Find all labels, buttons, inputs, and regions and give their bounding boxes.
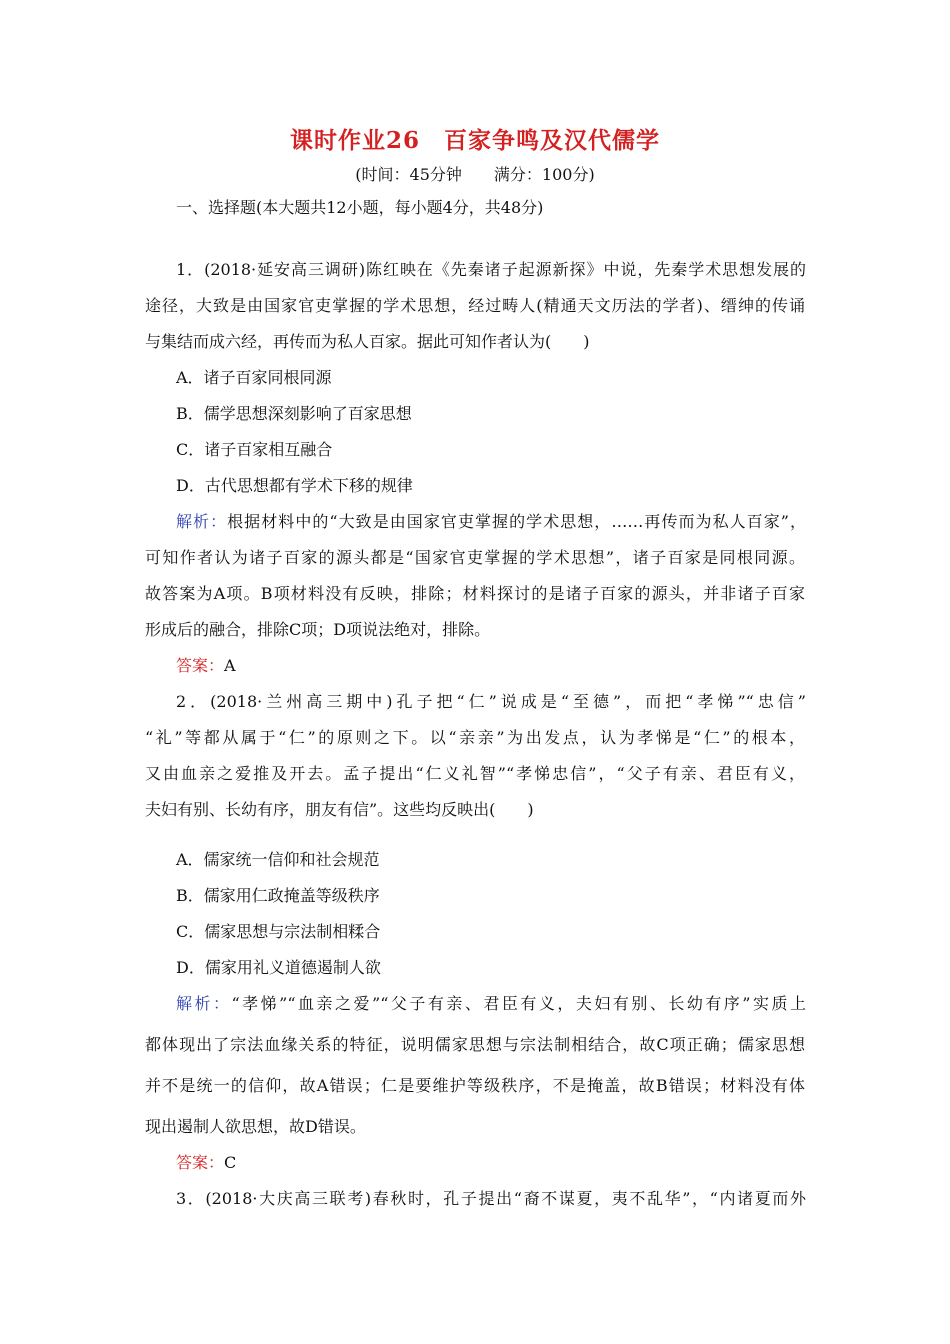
q2-analysis-line-4: 现出遏制人欲思想，故D错误。 bbox=[145, 1117, 366, 1136]
q2-option-d: D．儒家用礼义道德遏制人欲 bbox=[176, 958, 381, 977]
q2-option-a: A．儒家统一信仰和社会规范 bbox=[176, 850, 380, 869]
q2-analysis-line-2: 都体现出了宗法血缘关系的特征，说明儒家思想与宗法制相结合，故C项正确；儒家思想 bbox=[145, 1035, 805, 1054]
q1-analysis-line-4: 形成后的融合，排除C项；D项说法绝对，排除。 bbox=[145, 620, 491, 639]
q1-option-b: B．儒学思想深刻影响了百家思想 bbox=[176, 404, 412, 423]
q2-stem-line-2: “礼”等都从属于“仁”的原则之下。以“亲亲”为出发点，认为孝悌是“仁”的根本， bbox=[145, 728, 805, 747]
q1-option-a: A．诸子百家同根同源 bbox=[176, 368, 332, 387]
q1-analysis-line-1 bbox=[176, 511, 806, 533]
q1-analysis-line-2: 可知作者认为诸子百家的源头都是“国家官吏掌握的学术思想”，诸子百家是同根同源。 bbox=[145, 548, 805, 567]
q2-answer-value: C bbox=[224, 1153, 237, 1172]
q1-analysis-label: 解析： bbox=[176, 512, 228, 531]
q1-stem-line-3: 与集结而成六经，再传而为私人百家。据此可知作者认为( ) bbox=[145, 332, 590, 351]
q1-option-d: D．古代思想都有学术下移的规律 bbox=[176, 476, 413, 495]
q1-analysis-text-1: 根据材料中的“大致是由国家官吏掌握的学术思想，……再传而为私人百家”， bbox=[227, 512, 806, 531]
q1-analysis-line-3: 故答案为A项。B项材料没有反映，排除；材料探讨的是诸子百家的源头，并非诸子百家 bbox=[145, 584, 805, 603]
page-subtitle: (时间：45分钟 满分：100分) bbox=[355, 165, 595, 184]
page-title: 课时作业26 百家争鸣及汉代儒学 bbox=[289, 127, 660, 154]
q2-stem-line-4: 夫妇有别、长幼有序，朋友有信”。这些均反映出( ) bbox=[145, 800, 534, 819]
q1-answer-value: A bbox=[224, 656, 236, 675]
q1-option-c: C．诸子百家相互融合 bbox=[176, 440, 333, 459]
q2-analysis-line-1 bbox=[176, 993, 806, 1015]
q2-analysis-text-1: “孝悌”“血亲之爱”“父子有亲、君臣有义，夫妇有别、长幼有序”实质上 bbox=[231, 994, 806, 1013]
q1-answer-label: 答案： bbox=[176, 656, 225, 675]
q2-stem-line-3: 又由血亲之爱推及开去。孟子提出“仁义礼智”“孝悌忠信”，“父子有亲、君臣有义， bbox=[145, 764, 805, 783]
q2-analysis-label: 解析： bbox=[176, 994, 232, 1013]
q2-option-b: B．儒家用仁政掩盖等级秩序 bbox=[176, 886, 380, 905]
q2-answer-label: 答案： bbox=[176, 1153, 225, 1172]
q1-answer bbox=[176, 655, 806, 677]
section-heading: 一、选择题(本大题共12小题，每小题4分，共48分) bbox=[176, 198, 544, 217]
q2-answer bbox=[176, 1152, 806, 1174]
q1-stem-line-1: 1．(2018·延安高三调研)陈红映在《先秦诸子起源新探》中说，先秦学术思想发展的 bbox=[176, 260, 806, 279]
q3-stem-line-1: 3．(2018·大庆高三联考)春秋时，孔子提出“裔不谋夏，夷不乱华”，“内诸夏而外 bbox=[176, 1189, 806, 1208]
q2-option-c: C．儒家思想与宗法制相糅合 bbox=[176, 922, 381, 941]
q2-analysis-line-3: 并不是统一的信仰，故A错误；仁是要维护等级秩序，不是掩盖，故B错误；材料没有体 bbox=[145, 1076, 805, 1095]
q2-stem-line-1: 2．(2018·兰州高三期中)孔子把“仁”说成是“至德”，而把“孝悌”“忠信” bbox=[176, 692, 806, 711]
q1-stem-line-2: 途径，大致是由国家官吏掌握的学术思想，经过畴人(精通天文历法的学者)、缙绅的传诵 bbox=[145, 296, 805, 315]
